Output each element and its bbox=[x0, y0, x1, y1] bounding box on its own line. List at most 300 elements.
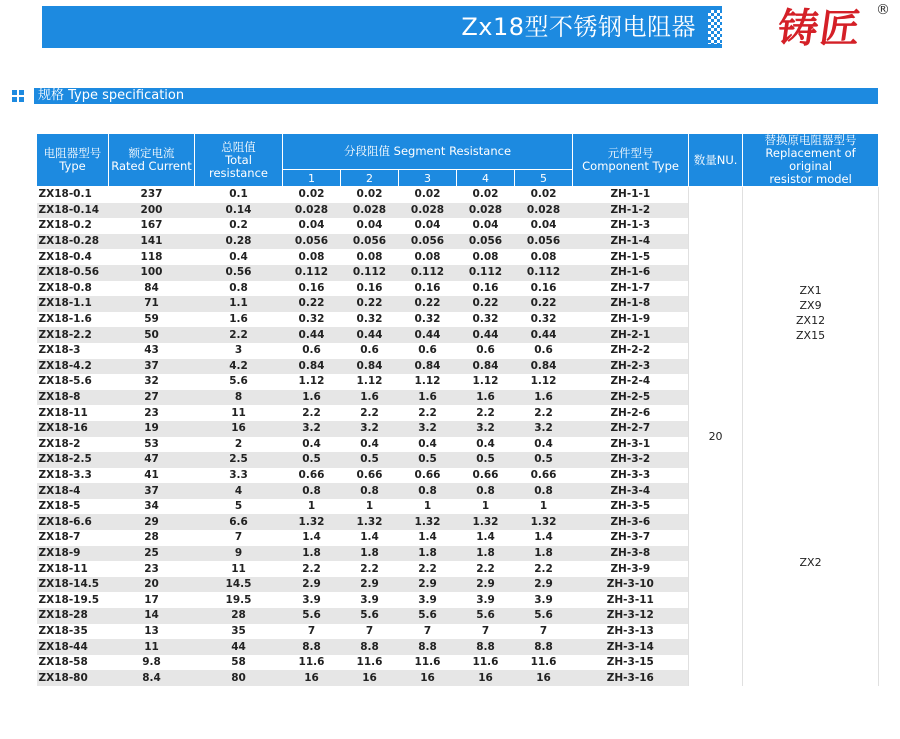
current-cell: 19 bbox=[109, 421, 195, 437]
header-segment-3: 3 bbox=[399, 170, 457, 187]
segment-4-cell: 0.02 bbox=[472, 188, 499, 201]
total-resistance-cell: 9 bbox=[195, 546, 283, 562]
segment-4-cell: 0.056 bbox=[457, 234, 515, 250]
type-cell: ZX18-0.1 bbox=[38, 188, 92, 201]
segment-4-cell: 2.2 bbox=[476, 562, 495, 575]
segment-1-cell: 3.2 bbox=[283, 421, 341, 437]
header-segment-4: 4 bbox=[457, 170, 515, 187]
segment-4-cell: 0.16 bbox=[472, 281, 499, 294]
component-type-cell: ZH-1-6 bbox=[573, 265, 689, 281]
segment-1-cell: 0.112 bbox=[283, 265, 341, 281]
header-segment-resistance: 分段阻值 Segment Resistance bbox=[283, 134, 573, 170]
type-cell: ZX18-58 bbox=[38, 656, 88, 669]
type-cell: ZX18-2.5 bbox=[37, 452, 109, 468]
segment-5-cell: 1.32 bbox=[515, 514, 573, 530]
type-cell: ZX18-35 bbox=[38, 624, 88, 637]
segment-3-cell: 0.44 bbox=[399, 327, 457, 343]
current-cell: 43 bbox=[144, 344, 159, 357]
segment-2-cell: 0.44 bbox=[341, 327, 399, 343]
current-cell: 41 bbox=[144, 468, 159, 481]
current-cell: 25 bbox=[109, 546, 195, 562]
segment-2-cell: 2.2 bbox=[360, 406, 379, 419]
current-cell: 141 bbox=[109, 234, 195, 250]
replacement-model: ZX12 bbox=[796, 314, 826, 327]
segment-1-cell: 0.4 bbox=[302, 437, 321, 450]
component-type-cell: ZH-2-2 bbox=[610, 344, 651, 357]
total-resistance-cell: 4.2 bbox=[195, 359, 283, 375]
total-resistance-cell: 5.6 bbox=[229, 375, 248, 388]
segment-2-cell: 0.8 bbox=[341, 483, 399, 499]
segment-3-cell: 0.028 bbox=[399, 203, 457, 219]
segment-1-cell: 1.6 bbox=[283, 390, 341, 406]
total-resistance-cell: 0.1 bbox=[229, 188, 248, 201]
current-cell: 71 bbox=[109, 296, 195, 312]
component-type-cell: ZH-1-4 bbox=[573, 234, 689, 250]
component-type-cell: ZH-1-5 bbox=[610, 250, 651, 263]
current-cell: 200 bbox=[109, 203, 195, 219]
component-type-cell: ZH-1-1 bbox=[610, 188, 651, 201]
segment-1-cell: 0.02 bbox=[298, 188, 325, 201]
segment-5-cell: 1.6 bbox=[515, 390, 573, 406]
current-cell: 17 bbox=[144, 593, 159, 606]
segment-1-cell: 7 bbox=[307, 624, 316, 637]
segment-5-cell: 11.6 bbox=[530, 656, 557, 669]
component-type-cell: ZH-2-7 bbox=[573, 421, 689, 437]
segment-4-cell: 5.6 bbox=[457, 608, 515, 624]
segment-4-cell: 0.6 bbox=[476, 344, 495, 357]
segment-1-cell: 0.5 bbox=[283, 452, 341, 468]
component-type-cell: ZH-3-3 bbox=[610, 468, 651, 481]
segment-1-cell: 0.22 bbox=[283, 296, 341, 312]
segment-2-cell: 2.9 bbox=[341, 577, 399, 593]
segment-5-cell: 0.04 bbox=[530, 219, 557, 232]
segment-4-cell: 0.66 bbox=[472, 468, 499, 481]
current-cell: 37 bbox=[109, 359, 195, 375]
total-resistance-cell: 2 bbox=[234, 437, 243, 450]
checker-decoration bbox=[708, 10, 722, 44]
segment-3-cell: 0.056 bbox=[399, 234, 457, 250]
segment-1-cell: 0.08 bbox=[298, 250, 325, 263]
current-cell: 23 bbox=[144, 562, 159, 575]
segment-1-cell: 0.04 bbox=[298, 219, 325, 232]
type-cell: ZX18-5 bbox=[38, 500, 81, 513]
segment-5-cell: 3.9 bbox=[534, 593, 553, 606]
segment-1-cell: 16 bbox=[283, 670, 341, 686]
segment-4-cell: 11.6 bbox=[472, 656, 499, 669]
segment-1-cell: 11.6 bbox=[298, 656, 325, 669]
segment-2-cell: 0.112 bbox=[341, 265, 399, 281]
type-cell: ZX18-4 bbox=[37, 483, 109, 499]
component-type-cell: ZH-3-2 bbox=[573, 452, 689, 468]
header-total-resistance: 总阻值 Total resistance bbox=[195, 134, 283, 187]
segment-3-cell: 16 bbox=[399, 670, 457, 686]
section-title: 规格 Type specification bbox=[34, 88, 878, 104]
segment-1-cell: 2.2 bbox=[302, 562, 321, 575]
current-cell: 13 bbox=[144, 624, 159, 637]
segment-3-cell: 0.8 bbox=[399, 483, 457, 499]
segment-3-cell: 11.6 bbox=[414, 656, 441, 669]
current-cell: 27 bbox=[109, 390, 195, 406]
segment-3-cell: 0.112 bbox=[399, 265, 457, 281]
total-resistance-cell: 2.2 bbox=[195, 327, 283, 343]
type-cell: ZX18-11 bbox=[38, 406, 88, 419]
total-resistance-cell: 8 bbox=[195, 390, 283, 406]
current-cell: 11 bbox=[109, 639, 195, 655]
replacement-group-2 bbox=[743, 555, 878, 570]
segment-2-cell: 0.02 bbox=[356, 188, 383, 201]
segment-4-cell: 0.4 bbox=[476, 437, 495, 450]
segment-5-cell: 0.32 bbox=[530, 313, 557, 326]
header-segment-2: 2 bbox=[341, 170, 399, 187]
segment-3-cell: 0.84 bbox=[399, 359, 457, 375]
segment-5-cell: 0.8 bbox=[515, 483, 573, 499]
segment-5-cell: 0.4 bbox=[534, 437, 553, 450]
current-cell: 28 bbox=[144, 531, 159, 544]
logo-text: 铸匠 bbox=[774, 5, 866, 52]
type-cell: ZX18-1.1 bbox=[37, 296, 109, 312]
count-cell bbox=[689, 187, 743, 687]
segment-1-cell: 1.8 bbox=[283, 546, 341, 562]
segment-3-cell: 7 bbox=[423, 624, 432, 637]
segment-4-cell: 1.32 bbox=[457, 514, 515, 530]
segment-1-cell: 0.028 bbox=[283, 203, 341, 219]
current-cell: 100 bbox=[109, 265, 195, 281]
segment-2-cell: 0.66 bbox=[356, 468, 383, 481]
total-resistance-cell: 0.14 bbox=[195, 203, 283, 219]
segment-1-cell: 1 bbox=[307, 500, 316, 513]
segment-4-cell: 0.32 bbox=[472, 313, 499, 326]
total-resistance-cell: 1.6 bbox=[229, 313, 248, 326]
segment-3-cell: 0.02 bbox=[414, 188, 441, 201]
component-type-cell: ZH-3-8 bbox=[573, 546, 689, 562]
segment-3-cell: 1.32 bbox=[399, 514, 457, 530]
type-cell: ZX18-44 bbox=[37, 639, 109, 655]
component-type-cell: ZH-3-11 bbox=[606, 593, 654, 606]
segment-2-cell: 0.056 bbox=[341, 234, 399, 250]
segment-3-cell: 2.9 bbox=[399, 577, 457, 593]
segment-4-cell: 0.08 bbox=[472, 250, 499, 263]
component-type-cell: ZH-3-9 bbox=[610, 562, 651, 575]
total-resistance-cell: 3.3 bbox=[229, 468, 248, 481]
component-type-cell: ZH-2-3 bbox=[573, 359, 689, 375]
segment-5-cell: 0.08 bbox=[530, 250, 557, 263]
segment-1-cell: 2.9 bbox=[283, 577, 341, 593]
segment-5-cell: 1.4 bbox=[534, 531, 553, 544]
segment-1-cell: 0.16 bbox=[298, 281, 325, 294]
component-type-cell: ZH-1-9 bbox=[610, 313, 651, 326]
current-cell: 9.8 bbox=[142, 656, 161, 669]
segment-3-cell: 1.6 bbox=[399, 390, 457, 406]
total-resistance-cell: 6.6 bbox=[195, 514, 283, 530]
segment-2-cell: 5.6 bbox=[341, 608, 399, 624]
segment-5-cell: 2.2 bbox=[534, 562, 553, 575]
header-component-type: 元件型号 Component Type bbox=[573, 134, 689, 187]
current-cell: 32 bbox=[144, 375, 159, 388]
type-cell: ZX18-3.3 bbox=[38, 468, 92, 481]
segment-4-cell: 0.5 bbox=[457, 452, 515, 468]
type-cell: ZX18-0.2 bbox=[38, 219, 92, 232]
segment-2-cell: 1.8 bbox=[341, 546, 399, 562]
type-cell: ZX18-1.6 bbox=[38, 313, 92, 326]
segment-5-cell: 0.6 bbox=[534, 344, 553, 357]
segment-2-cell: 0.16 bbox=[356, 281, 383, 294]
segment-5-cell: 16 bbox=[515, 670, 573, 686]
current-cell: 118 bbox=[140, 250, 163, 263]
component-type-cell: ZH-2-6 bbox=[610, 406, 651, 419]
segment-5-cell: 8.8 bbox=[515, 639, 573, 655]
segment-2-cell: 0.22 bbox=[341, 296, 399, 312]
segment-1-cell: 5.6 bbox=[283, 608, 341, 624]
registered-mark-icon: ® bbox=[876, 2, 890, 18]
replacement-model: ZX9 bbox=[799, 299, 822, 312]
current-cell: 59 bbox=[144, 313, 159, 326]
segment-3-cell: 0.5 bbox=[399, 452, 457, 468]
type-cell: ZX18-19.5 bbox=[38, 593, 100, 606]
segment-3-cell: 1 bbox=[423, 500, 432, 513]
total-resistance-cell: 28 bbox=[195, 608, 283, 624]
component-type-cell: ZH-3-15 bbox=[606, 656, 654, 669]
segment-1-cell: 0.8 bbox=[283, 483, 341, 499]
component-type-cell: ZH-3-13 bbox=[606, 624, 654, 637]
total-resistance-cell: 11 bbox=[231, 562, 246, 575]
header-type: 电阻器型号 Type bbox=[37, 134, 109, 187]
segment-4-cell: 8.8 bbox=[457, 639, 515, 655]
segment-5-cell: 2.2 bbox=[534, 406, 553, 419]
segment-1-cell: 8.8 bbox=[283, 639, 341, 655]
total-resistance-cell: 0.8 bbox=[229, 281, 248, 294]
segment-5-cell: 0.44 bbox=[515, 327, 573, 343]
type-cell: ZX18-11 bbox=[38, 562, 88, 575]
segment-1-cell: 0.056 bbox=[283, 234, 341, 250]
segment-5-cell: 0.84 bbox=[515, 359, 573, 375]
total-resistance-cell: 4 bbox=[195, 483, 283, 499]
segment-3-cell: 0.6 bbox=[418, 344, 437, 357]
header-segment-5: 5 bbox=[515, 170, 573, 187]
component-type-cell: ZH-3-7 bbox=[610, 531, 651, 544]
segment-1-cell: 0.66 bbox=[298, 468, 325, 481]
segment-5-cell: 1 bbox=[539, 500, 548, 513]
component-type-cell: ZH-3-1 bbox=[610, 437, 651, 450]
segment-4-cell: 3.2 bbox=[457, 421, 515, 437]
total-resistance-cell: 0.4 bbox=[229, 250, 248, 263]
segment-3-cell: 2.2 bbox=[418, 406, 437, 419]
type-cell: ZX18-16 bbox=[37, 421, 109, 437]
component-type-cell: ZH-3-4 bbox=[573, 483, 689, 499]
segment-5-cell: 0.5 bbox=[515, 452, 573, 468]
segment-3-cell: 5.6 bbox=[399, 608, 457, 624]
brand-logo bbox=[774, 2, 890, 60]
replacement-group-1 bbox=[743, 283, 878, 343]
total-resistance-cell: 0.2 bbox=[229, 219, 248, 232]
current-cell: 50 bbox=[109, 327, 195, 343]
segment-4-cell: 0.44 bbox=[457, 327, 515, 343]
component-type-cell: ZH-1-3 bbox=[610, 219, 651, 232]
segment-1-cell: 1.12 bbox=[298, 375, 325, 388]
total-resistance-cell: 0.28 bbox=[195, 234, 283, 250]
segment-5-cell: 3.2 bbox=[515, 421, 573, 437]
segment-2-cell: 1.4 bbox=[360, 531, 379, 544]
segment-4-cell: 3.9 bbox=[476, 593, 495, 606]
type-cell: ZX18-9 bbox=[37, 546, 109, 562]
component-type-cell: ZH-3-5 bbox=[610, 500, 651, 513]
segment-1-cell: 0.32 bbox=[298, 313, 325, 326]
segment-2-cell: 1 bbox=[365, 500, 374, 513]
segment-2-cell: 16 bbox=[341, 670, 399, 686]
current-cell: 47 bbox=[109, 452, 195, 468]
current-cell: 34 bbox=[144, 500, 159, 513]
segment-4-cell: 0.112 bbox=[457, 265, 515, 281]
segment-2-cell: 0.08 bbox=[356, 250, 383, 263]
segment-3-cell: 1.4 bbox=[418, 531, 437, 544]
segment-3-cell: 3.2 bbox=[399, 421, 457, 437]
segment-5-cell: 0.22 bbox=[515, 296, 573, 312]
component-type-cell: ZH-3-12 bbox=[573, 608, 689, 624]
segment-5-cell: 1.12 bbox=[530, 375, 557, 388]
segment-1-cell: 2.2 bbox=[302, 406, 321, 419]
segment-3-cell: 0.66 bbox=[414, 468, 441, 481]
replacement-model: ZX15 bbox=[796, 329, 826, 342]
component-type-cell: ZH-3-16 bbox=[573, 670, 689, 686]
segment-3-cell: 2.2 bbox=[418, 562, 437, 575]
segment-1-cell: 0.84 bbox=[283, 359, 341, 375]
segment-3-cell: 0.4 bbox=[418, 437, 437, 450]
segment-5-cell: 2.9 bbox=[515, 577, 573, 593]
current-cell: 29 bbox=[109, 514, 195, 530]
segment-2-cell: 3.9 bbox=[360, 593, 379, 606]
header-replacement: 替换原电阻器型号 Replacement of original resistor model bbox=[743, 134, 879, 187]
component-type-cell: ZH-2-1 bbox=[573, 327, 689, 343]
type-cell: ZX18-3 bbox=[38, 344, 81, 357]
component-type-cell: ZH-3-6 bbox=[573, 514, 689, 530]
total-resistance-cell: 0.56 bbox=[195, 265, 283, 281]
segment-4-cell: 1.12 bbox=[472, 375, 499, 388]
current-cell: 167 bbox=[140, 219, 163, 232]
type-cell: ZX18-0.4 bbox=[38, 250, 92, 263]
segment-3-cell: 0.04 bbox=[414, 219, 441, 232]
component-type-cell: ZH-2-4 bbox=[610, 375, 651, 388]
segment-2-cell: 1.32 bbox=[341, 514, 399, 530]
segment-5-cell: 0.02 bbox=[530, 188, 557, 201]
segment-1-cell: 1.32 bbox=[283, 514, 341, 530]
total-resistance-cell: 1.1 bbox=[195, 296, 283, 312]
segment-2-cell: 0.84 bbox=[341, 359, 399, 375]
current-cell: 23 bbox=[144, 406, 159, 419]
segment-5-cell: 5.6 bbox=[515, 608, 573, 624]
page-title: Zx18型不锈钢电阻器 bbox=[461, 13, 696, 41]
replacement-cell bbox=[743, 187, 879, 687]
segment-4-cell: 1.6 bbox=[457, 390, 515, 406]
segment-2-cell: 8.8 bbox=[341, 639, 399, 655]
total-resistance-cell: 19.5 bbox=[225, 593, 252, 606]
replacement-model: ZX1 bbox=[799, 284, 822, 297]
current-cell: 84 bbox=[144, 281, 159, 294]
segment-4-cell: 0.028 bbox=[457, 203, 515, 219]
segment-3-cell: 0.32 bbox=[414, 313, 441, 326]
section-header bbox=[12, 88, 878, 104]
header-count: 数量NU. bbox=[689, 134, 743, 187]
component-type-cell: ZH-3-10 bbox=[573, 577, 689, 593]
component-type-cell: ZH-1-2 bbox=[573, 203, 689, 219]
segment-5-cell: 7 bbox=[539, 624, 548, 637]
total-resistance-cell: 7 bbox=[234, 531, 243, 544]
segment-2-cell: 2.2 bbox=[360, 562, 379, 575]
segment-1-cell: 0.6 bbox=[302, 344, 321, 357]
type-cell: ZX18-0.28 bbox=[37, 234, 109, 250]
type-cell: ZX18-7 bbox=[38, 531, 81, 544]
segment-2-cell: 0.6 bbox=[360, 344, 379, 357]
segment-4-cell: 0.84 bbox=[457, 359, 515, 375]
segment-1-cell: 3.9 bbox=[302, 593, 321, 606]
count-value: 20 bbox=[708, 430, 723, 444]
segment-3-cell: 0.08 bbox=[414, 250, 441, 263]
total-resistance-cell: 35 bbox=[231, 624, 246, 637]
type-cell: ZX18-5.6 bbox=[38, 375, 92, 388]
segment-2-cell: 1.6 bbox=[341, 390, 399, 406]
segment-4-cell: 1 bbox=[481, 500, 490, 513]
segment-2-cell: 11.6 bbox=[356, 656, 383, 669]
segment-4-cell: 1.4 bbox=[476, 531, 495, 544]
segment-2-cell: 7 bbox=[365, 624, 374, 637]
segment-4-cell: 2.9 bbox=[457, 577, 515, 593]
current-cell: 14 bbox=[109, 608, 195, 624]
type-cell: ZX18-14.5 bbox=[37, 577, 109, 593]
header-segment-1: 1 bbox=[283, 170, 341, 187]
segment-5-cell: 0.66 bbox=[530, 468, 557, 481]
title-banner bbox=[42, 6, 722, 48]
segment-5-cell: 0.16 bbox=[530, 281, 557, 294]
type-cell: ZX18-0.56 bbox=[37, 265, 109, 281]
segment-5-cell: 0.028 bbox=[515, 203, 573, 219]
segment-4-cell: 0.8 bbox=[457, 483, 515, 499]
segment-5-cell: 1.8 bbox=[515, 546, 573, 562]
type-cell: ZX18-28 bbox=[37, 608, 109, 624]
segment-4-cell: 7 bbox=[481, 624, 490, 637]
segment-2-cell: 0.4 bbox=[360, 437, 379, 450]
type-cell: ZX18-0.8 bbox=[38, 281, 92, 294]
segment-2-cell: 0.5 bbox=[341, 452, 399, 468]
segment-4-cell: 0.22 bbox=[457, 296, 515, 312]
segment-2-cell: 0.32 bbox=[356, 313, 383, 326]
total-resistance-cell: 44 bbox=[195, 639, 283, 655]
component-type-cell: ZH-3-14 bbox=[573, 639, 689, 655]
segment-4-cell: 0.04 bbox=[472, 219, 499, 232]
segment-3-cell: 8.8 bbox=[399, 639, 457, 655]
type-cell: ZX18-8 bbox=[37, 390, 109, 406]
component-type-cell: ZH-1-7 bbox=[610, 281, 651, 294]
type-cell: ZX18-2 bbox=[38, 437, 81, 450]
header-rated-current: 额定电流 Rated Current bbox=[109, 134, 195, 187]
total-resistance-cell: 2.5 bbox=[195, 452, 283, 468]
total-resistance-cell: 14.5 bbox=[195, 577, 283, 593]
segment-1-cell: 1.4 bbox=[302, 531, 321, 544]
segment-2-cell: 3.2 bbox=[341, 421, 399, 437]
total-resistance-cell: 5 bbox=[234, 500, 243, 513]
spec-table bbox=[36, 133, 879, 686]
total-resistance-cell: 11 bbox=[231, 406, 246, 419]
segment-1-cell: 0.44 bbox=[283, 327, 341, 343]
current-cell: 53 bbox=[144, 437, 159, 450]
segment-5-cell: 0.056 bbox=[515, 234, 573, 250]
segment-5-cell: 0.112 bbox=[515, 265, 573, 281]
segment-4-cell: 16 bbox=[457, 670, 515, 686]
total-resistance-cell: 3 bbox=[234, 344, 243, 357]
grid-squares-icon bbox=[12, 90, 25, 103]
table-row bbox=[37, 187, 879, 203]
segment-3-cell: 1.8 bbox=[399, 546, 457, 562]
type-cell: ZX18-4.2 bbox=[37, 359, 109, 375]
segment-3-cell: 3.9 bbox=[418, 593, 437, 606]
segment-2-cell: 0.028 bbox=[341, 203, 399, 219]
